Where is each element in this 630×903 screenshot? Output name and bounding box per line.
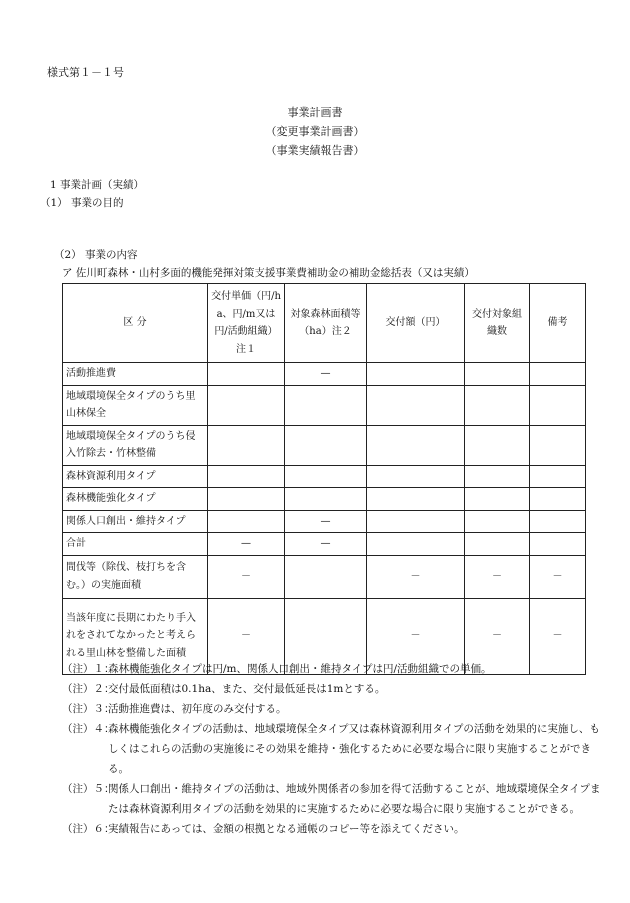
header-category: 区 分 [63, 284, 208, 363]
row-label: 当該年度に長期にわたり手入れをされてなかったと考えられる里山林を整備した面積 [63, 598, 208, 674]
org-count-cell[interactable] [465, 533, 530, 556]
note-item [62, 819, 602, 839]
note-text: 交付最低面積は0.1ha、また、交付最低延長は1mとする。 [108, 683, 386, 695]
header-organization-count: 交付対象組織数 [465, 284, 530, 363]
area-cell[interactable] [285, 385, 367, 425]
unit-price-cell[interactable] [208, 488, 285, 511]
header-grant-amount: 交付額（円） [367, 284, 465, 363]
note-tag: （注）５： [62, 783, 115, 795]
note-tag: （注）１： [62, 663, 115, 675]
table-row [63, 555, 586, 598]
document-title-report: （事業実績報告書） [265, 144, 365, 157]
row-label: 森林資源利用タイプ [63, 465, 208, 488]
row-label: 活動推進費 [63, 363, 208, 386]
amount-cell[interactable] [367, 425, 465, 465]
org-count-cell[interactable] [465, 425, 530, 465]
note-item [62, 699, 602, 719]
area-cell[interactable]: — [285, 510, 367, 533]
remarks-cell[interactable] [530, 510, 586, 533]
unit-price-cell[interactable] [208, 510, 285, 533]
table-row [63, 363, 586, 386]
org-count-cell[interactable] [465, 385, 530, 425]
header-unit-price: 交付単価（円/ha、円/m又は円/活動組織）注１ [208, 284, 285, 363]
note-item [62, 779, 602, 819]
amount-cell: － [367, 555, 465, 598]
org-count-cell[interactable] [465, 363, 530, 386]
amount-cell[interactable] [367, 533, 465, 556]
note-tag: （注）４： [62, 723, 115, 735]
table-row [63, 510, 586, 533]
form-number: 様式第１－１号 [47, 66, 124, 79]
title-block [0, 103, 630, 160]
header-remarks: 備考 [530, 284, 586, 363]
unit-price-cell[interactable] [208, 465, 285, 488]
amount-cell[interactable] [367, 510, 465, 533]
org-count-cell[interactable] [465, 465, 530, 488]
note-text: 活動推進費は、初年度のみ交付する。 [108, 703, 287, 715]
remarks-cell[interactable] [530, 425, 586, 465]
remarks-cell[interactable] [530, 385, 586, 425]
document-title-change: （変更事業計画書） [265, 125, 365, 138]
org-count-cell[interactable] [465, 488, 530, 511]
unit-price-cell: － [208, 598, 285, 674]
amount-cell[interactable] [367, 465, 465, 488]
row-label: 間伐等（除伐、枝打ちを含む。）の実施面積 [63, 555, 208, 598]
area-cell[interactable]: — [285, 363, 367, 386]
area-cell[interactable] [285, 488, 367, 511]
row-label: 合計 [63, 533, 208, 556]
unit-price-cell[interactable] [208, 425, 285, 465]
header-target-area: 対象森林面積等（ha）注２ [285, 284, 367, 363]
amount-cell[interactable] [367, 385, 465, 425]
remarks-cell[interactable] [530, 488, 586, 511]
note-text: 実績報告にあっては、金額の根拠となる通帳のコピー等を添えてください。 [108, 823, 465, 835]
area-cell[interactable] [285, 465, 367, 488]
table-row-total [63, 533, 586, 556]
table-caption: ア 佐川町森林・山村多面的機能発揮対策支援事業費補助金の補助金総括表（又は実績） [62, 267, 475, 279]
note-item [62, 659, 602, 679]
org-count-cell[interactable] [465, 510, 530, 533]
unit-price-cell[interactable]: — [208, 533, 285, 556]
row-label: 地域環境保全タイプのうち侵入竹除去・竹林整備 [63, 425, 208, 465]
row-label: 関係人口創出・維持タイプ [63, 510, 208, 533]
area-cell[interactable] [285, 425, 367, 465]
table-row [63, 385, 586, 425]
remarks-cell[interactable] [530, 465, 586, 488]
remarks-cell: － [530, 555, 586, 598]
org-count-cell: － [465, 555, 530, 598]
remarks-cell: － [530, 598, 586, 674]
amount-cell[interactable] [367, 488, 465, 511]
table-header-row [63, 284, 586, 363]
org-count-cell: － [465, 598, 530, 674]
section-heading: 1 事業計画（実績） [50, 179, 145, 191]
note-tag: （注）３： [62, 703, 115, 715]
note-tag: （注）２： [62, 683, 115, 695]
remarks-cell[interactable] [530, 533, 586, 556]
note-tag: （注）６： [62, 823, 115, 835]
row-label: 森林機能強化タイプ [63, 488, 208, 511]
subsidy-summary-table [62, 283, 586, 675]
note-text: 森林機能強化タイプの活動は、地域環境保全タイプ又は森林資源利用タイプの活動を効果的に実施し、もしくはこれらの活動の実施後にその効果を維持・強化するために必要な場合に限り実施することができる。 [108, 723, 600, 775]
note-text: 関係人口創出・維持タイプの活動は、地域外関係者の参加を得て活動することが、地域環境保全タイプまたは森林資源利用タイプの活動を効果的に実施するために必要な場合に限り実施することができる。 [108, 783, 601, 815]
note-item [62, 679, 602, 699]
table-row [63, 425, 586, 465]
note-item [62, 719, 602, 779]
document-title: 事業計画書 [287, 106, 343, 119]
row-label: 地域環境保全タイプのうち里山林保全 [63, 385, 208, 425]
amount-cell[interactable] [367, 363, 465, 386]
note-text: 森林機能強化タイプは円/m、関係人口創出・維持タイプは円/活動組織での単価。 [108, 663, 492, 675]
area-cell[interactable] [285, 555, 367, 598]
subsection-purpose: （1） 事業の目的 [40, 197, 124, 209]
table-row [63, 465, 586, 488]
remarks-cell[interactable] [530, 363, 586, 386]
subsection-content: （2） 事業の内容 [54, 249, 138, 261]
area-cell[interactable]: — [285, 533, 367, 556]
unit-price-cell[interactable] [208, 385, 285, 425]
notes-list [62, 659, 602, 839]
unit-price-cell[interactable] [208, 363, 285, 386]
table-row [63, 488, 586, 511]
unit-price-cell: － [208, 555, 285, 598]
amount-cell: － [367, 598, 465, 674]
